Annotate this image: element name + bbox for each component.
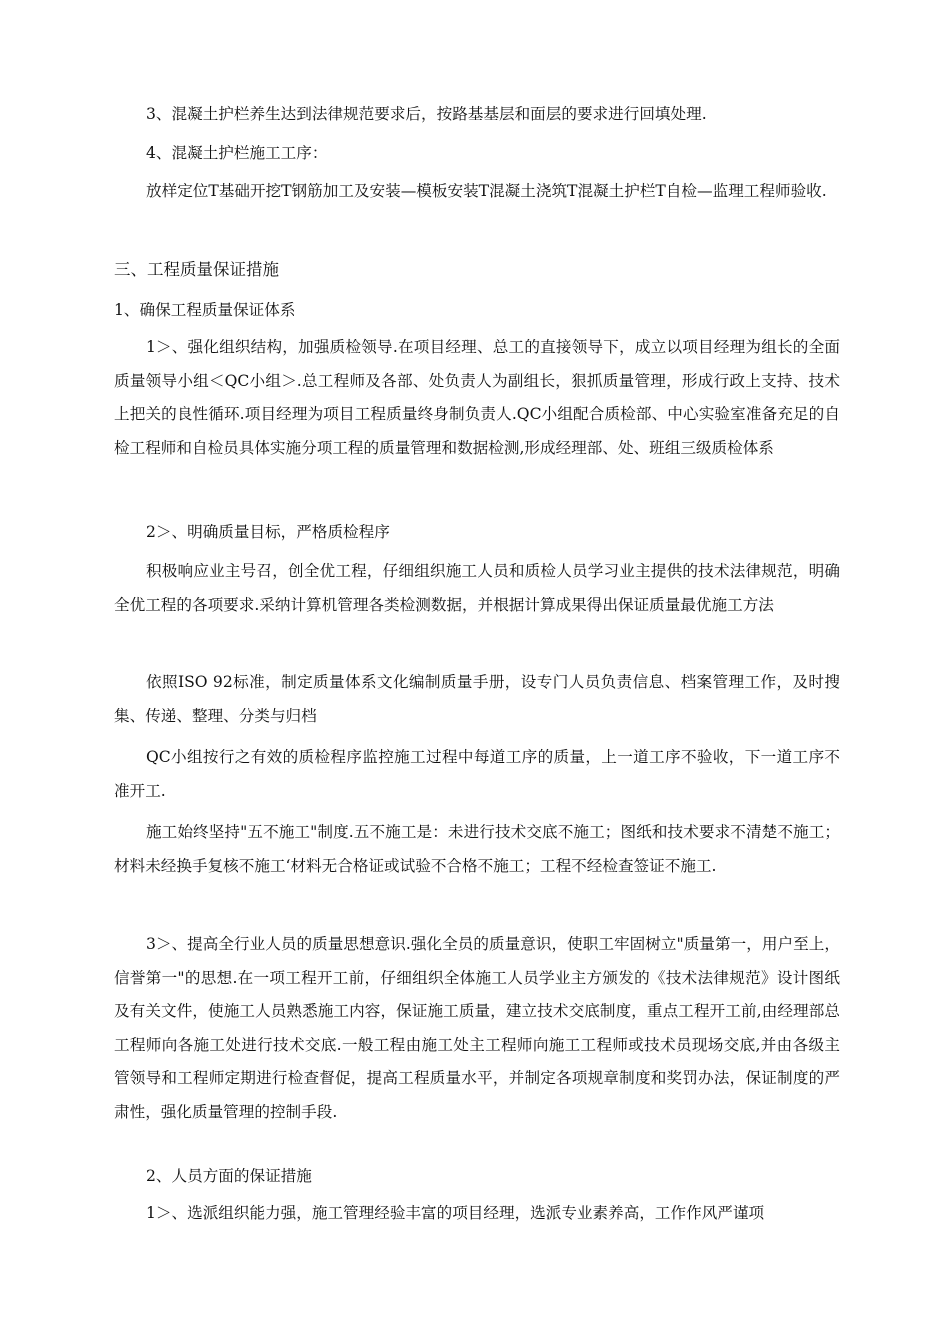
paragraph-iso-standard: 依照ISO 92标准，制定质量体系文化编制质量手册，设专门人员负责信息、档案管理工作，及时搜集、传递、整理、分类与归档 [114,673,840,725]
subheading-quality-system: 1、确保工程质量保证体系 [114,301,296,319]
paragraph-five-no: 施工始终坚持"五不施工"制度.五不施工是：未进行技术交底不施工；图纸和技术要求不清楚不施工；材料未经换手复核不施工‘材料无合格证或试验不合格不施工；工程不经检查签证不施工. [114,823,840,875]
paragraph-quality-target-heading: 2＞、明确质量目标，严格质检程序 [146,523,390,541]
paragraph-respond-owner: 积极响应业主号召，创全优工程，仔细组织施工人员和质检人员学习业主提供的技术法律规范，明确全优工程的各项要求.采纳计算机管理各类检测数据，并根据计算成果得出保证质量最优施工方法 [114,562,840,614]
paragraph-qc-procedure: QC小组按行之有效的质检程序监控施工过程中每道工序的质量，上一道工序不验收，下一道工序不准开工. [114,748,840,800]
paragraph-procedure-steps: 放样定位T基础开挖T钢筋加工及安装—模板安装T混凝土浇筑T混凝土护栏T自检—监理工程师验收. [146,182,827,200]
section-heading-quality: 三、工程质量保证措施 [114,260,279,279]
paragraph-select-manager: 1＞、选派组织能力强，施工管理经验丰富的项目经理，选派专业素养高，工作作风严谨项 [146,1204,765,1222]
paragraph-organization: 1＞、强化组织结构，加强质检领导.在项目经理、总工的直接领导下，成立以项目经理为组长的全面质量领导小组＜QC小组＞.总工程师及各部、处负责人为副组长，狠抓质量管理，形成行政上支持、技术上把关的良性循环.项目经理为项目工程质量终身制负责人.QC小组配合质检部、中心实验室准备充足的自检工程师和自检员具体实施分项工程的质量管理和数据检测,形成经理部、处、班组三级质检体系 [114,338,840,457]
paragraph-backfill: 3、混凝土护栏养生达到法律规范要求后，按路基基层和面层的要求进行回填处理. [146,105,707,123]
subheading-personnel: 2、人员方面的保证措施 [146,1167,312,1185]
paragraph-procedure-heading: 4、混凝土护栏施工工序： [146,144,328,162]
paragraph-quality-awareness: 3＞、提高全行业人员的质量思想意识.强化全员的质量意识，使职工牢固树立"质量第一，用户至上，信誉第一"的思想.在一项工程开工前，仔细组织全体施工人员学业主方颁发的《技术法律规范》设计图纸及有关文件，使施工人员熟悉施工内容，保证施工质量，建立技术交底制度，重点工程开工前,由经理部总工程师向各施工处进行技术交底.一般工程由施工处主工程师向施工工程师或技术员现场交底,并由各级主管领导和工程师定期进行检查督促，提高工程质量水平，并制定各项规章制度和奖罚办法，保证制度的严肃性，强化质量管理的控制手段. [114,935,840,1121]
